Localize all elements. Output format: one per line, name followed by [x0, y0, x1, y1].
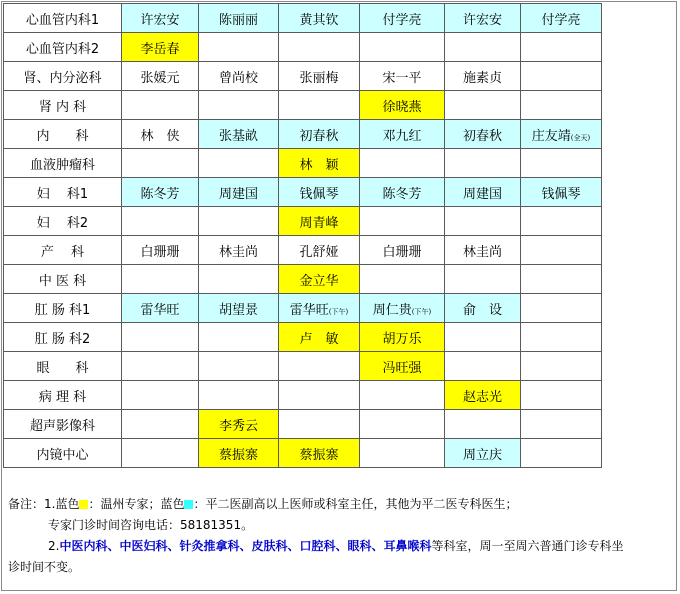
schedule-row [4, 33, 602, 62]
doctor-cell [521, 120, 602, 149]
doctor-cell [122, 149, 199, 178]
doctor-cell [122, 439, 199, 468]
schedule-row [4, 207, 602, 236]
doctor-cell [445, 4, 521, 33]
doctor-cell [445, 439, 521, 468]
department-name: 肛 肠 科1 [4, 294, 122, 323]
doctor-cell [360, 149, 445, 178]
doctor-name: 赵志光 [462, 389, 502, 405]
doctor-cell [199, 178, 279, 207]
note-line-4: 诊时间不变。 [8, 560, 81, 574]
doctor-cell [521, 91, 602, 120]
doctor-name: 陈丽丽 [218, 12, 258, 28]
doctor-cell [445, 91, 521, 120]
department-name: 妇 科1 [4, 178, 122, 207]
doctor-cell [360, 410, 445, 439]
doctor-name: 林圭尚 [218, 244, 258, 260]
doctor-cell [360, 323, 445, 352]
doctor-cell [279, 439, 360, 468]
doctor-cell [279, 323, 360, 352]
doctor-name: 胡望景 [218, 302, 258, 318]
department-name: 血液肿瘤科 [4, 149, 122, 178]
doctor-name: 许宏安 [140, 12, 180, 28]
doctor-cell [279, 381, 360, 410]
doctor-cell [521, 33, 602, 62]
doctor-name: 周仁贵 [372, 302, 412, 318]
department-name: 妇 科2 [4, 207, 122, 236]
doctor-cell [122, 323, 199, 352]
doctor-cell [199, 381, 279, 410]
doctor-name: 孔舒娅 [299, 244, 339, 260]
doctor-cell [360, 236, 445, 265]
note-line-3: 2.中医内科、中医妇科、针灸推拿科、皮肤科、口腔科、眼科、耳鼻喉科等科室，周一至周六普通门诊专科坐 [48, 539, 624, 553]
notes [8, 494, 668, 578]
doctor-name: 徐晓燕 [382, 99, 422, 115]
doctor-cell [279, 178, 360, 207]
doctor-cell [521, 410, 602, 439]
doctor-cell [360, 439, 445, 468]
doctor-cell [199, 120, 279, 149]
doctor-cell [360, 352, 445, 381]
note-highlight: 中医内科、中医妇科、针灸推拿科、皮肤科、口腔科、眼科、耳鼻喉科 [59, 539, 432, 553]
doctor-cell [445, 62, 521, 91]
doctor-name: 李秀云 [218, 418, 258, 434]
doctor-cell [360, 91, 445, 120]
doctor-cell [445, 178, 521, 207]
doctor-cell [521, 265, 602, 294]
doctor-name: 付学亮 [382, 12, 422, 28]
doctor-name: 宋一平 [382, 70, 422, 86]
doctor-cell [521, 178, 602, 207]
doctor-cell [122, 33, 199, 62]
doctor-name: 金立华 [299, 273, 339, 289]
doctor-name: 卢 敏 [299, 331, 339, 347]
doctor-cell [279, 294, 360, 323]
doctor-cell [279, 33, 360, 62]
doctor-cell [199, 410, 279, 439]
doctor-cell [445, 149, 521, 178]
schedule-row [4, 352, 602, 381]
doctor-cell [122, 381, 199, 410]
doctor-cell [122, 4, 199, 33]
doctor-cell [521, 381, 602, 410]
department-name: 眼 科 [4, 352, 122, 381]
department-name: 心血管内科2 [4, 33, 122, 62]
doctor-name: 周青峰 [299, 215, 339, 231]
doctor-cell [122, 178, 199, 207]
doctor-cell [122, 265, 199, 294]
doctor-name: 林 颖 [299, 157, 339, 173]
time-note: (下午) [328, 307, 349, 316]
doctor-name: 施素贞 [462, 70, 502, 86]
doctor-name: 张基畝 [218, 128, 258, 144]
doctor-cell [122, 236, 199, 265]
doctor-name: 陈冬芳 [382, 186, 422, 202]
doctor-cell [360, 207, 445, 236]
doctor-name: 初春秋 [299, 128, 339, 144]
department-name: 肛 肠 科2 [4, 323, 122, 352]
doctor-cell [279, 207, 360, 236]
doctor-cell [360, 381, 445, 410]
doctor-cell [199, 4, 279, 33]
doctor-cell [279, 410, 360, 439]
doctor-cell [445, 207, 521, 236]
schedule-row [4, 294, 602, 323]
doctor-cell [445, 381, 521, 410]
doctor-name: 庄友靖 [531, 128, 571, 144]
doctor-cell [199, 149, 279, 178]
doctor-cell [360, 265, 445, 294]
doctor-name: 周建国 [218, 186, 258, 202]
department-name: 中 医 科 [4, 265, 122, 294]
doctor-cell [521, 62, 602, 91]
doctor-cell [279, 236, 360, 265]
doctor-cell [199, 352, 279, 381]
doctor-cell [279, 4, 360, 33]
doctor-cell [199, 33, 279, 62]
doctor-cell [122, 120, 199, 149]
doctor-name: 张媛元 [140, 70, 180, 86]
doctor-cell [122, 352, 199, 381]
doctor-cell [360, 62, 445, 91]
note-line-1: 备注：1.蓝色 ：温州专家；蓝色 ：平二医副高以上医师或科室主任，其他为平二医专科医生； [8, 497, 518, 511]
doctor-cell [122, 207, 199, 236]
doctor-name: 黄其钦 [299, 12, 339, 28]
doctor-name: 俞 设 [462, 302, 502, 318]
doctor-cell [199, 439, 279, 468]
department-name: 病 理 科 [4, 381, 122, 410]
doctor-cell [445, 120, 521, 149]
doctor-cell [279, 149, 360, 178]
time-note: (全天) [570, 133, 591, 142]
doctor-cell [279, 91, 360, 120]
doctor-cell [279, 352, 360, 381]
doctor-cell [279, 265, 360, 294]
doctor-cell [199, 294, 279, 323]
doctor-name: 蔡振寨 [299, 447, 339, 463]
doctor-name: 张丽梅 [299, 70, 339, 86]
doctor-cell [199, 265, 279, 294]
doctor-cell [445, 265, 521, 294]
doctor-cell [521, 207, 602, 236]
doctor-name: 周建国 [462, 186, 502, 202]
doctor-cell [445, 352, 521, 381]
doctor-name: 陈冬芳 [140, 186, 180, 202]
doctor-cell [122, 410, 199, 439]
doctor-cell [199, 323, 279, 352]
schedule-row [4, 91, 602, 120]
doctor-cell [122, 294, 199, 323]
doctor-cell [360, 294, 445, 323]
department-name: 心血管内科1 [4, 4, 122, 33]
doctor-cell [521, 236, 602, 265]
department-name: 内镜中心 [4, 439, 122, 468]
doctor-name: 白珊珊 [140, 244, 180, 260]
doctor-cell [521, 352, 602, 381]
doctor-name: 胡万乐 [382, 331, 422, 347]
doctor-cell [199, 207, 279, 236]
doctor-cell [521, 323, 602, 352]
schedule-row [4, 4, 602, 33]
doctor-cell [521, 4, 602, 33]
schedule-row [4, 149, 602, 178]
doctor-cell [199, 236, 279, 265]
doctor-cell [199, 91, 279, 120]
department-name: 肾、内分泌科 [4, 62, 122, 91]
doctor-name: 冯旺强 [382, 360, 422, 376]
time-note: (下午) [411, 307, 432, 316]
doctor-name: 付学亮 [541, 12, 581, 28]
doctor-cell [445, 323, 521, 352]
doctor-cell [445, 294, 521, 323]
doctor-cell [360, 33, 445, 62]
doctor-cell [360, 178, 445, 207]
department-name: 肾 内 科 [4, 91, 122, 120]
doctor-name: 李岳春 [140, 41, 180, 57]
doctor-name: 邓九红 [382, 128, 422, 144]
schedule-row [4, 265, 602, 294]
doctor-cell [521, 439, 602, 468]
doctor-cell [199, 62, 279, 91]
schedule-table [3, 3, 602, 468]
doctor-name: 林 侠 [140, 128, 180, 144]
doctor-name: 雷华旺 [289, 302, 329, 318]
doctor-cell [122, 62, 199, 91]
department-name: 内 科 [4, 120, 122, 149]
schedule-row [4, 178, 602, 207]
doctor-name: 周立庆 [462, 447, 502, 463]
schedule-row [4, 323, 602, 352]
doctor-cell [445, 33, 521, 62]
doctor-cell [360, 4, 445, 33]
department-name: 超声影像科 [4, 410, 122, 439]
doctor-cell [360, 120, 445, 149]
doctor-name: 林圭尚 [462, 244, 502, 260]
schedule-row [4, 236, 602, 265]
doctor-name: 许宏安 [462, 12, 502, 28]
schedule-row [4, 120, 602, 149]
doctor-cell [521, 149, 602, 178]
doctor-name: 曾尚校 [218, 70, 258, 86]
doctor-name: 蔡振寨 [218, 447, 258, 463]
note-line-2: 专家门诊时间咨询电话：58181351。 [48, 518, 254, 532]
doctor-name: 白珊珊 [382, 244, 422, 260]
doctor-name: 钱佩琴 [541, 186, 581, 202]
doctor-name: 钱佩琴 [299, 186, 339, 202]
department-name: 产 科 [4, 236, 122, 265]
doctor-cell [445, 236, 521, 265]
schedule-row [4, 381, 602, 410]
schedule-row [4, 410, 602, 439]
doctor-name: 雷华旺 [140, 302, 180, 318]
doctor-cell [445, 410, 521, 439]
doctor-cell [279, 62, 360, 91]
doctor-name: 初春秋 [462, 128, 502, 144]
doctor-cell [279, 120, 360, 149]
schedule-row [4, 439, 602, 468]
doctor-cell [122, 91, 199, 120]
doctor-cell [521, 294, 602, 323]
schedule-row [4, 62, 602, 91]
